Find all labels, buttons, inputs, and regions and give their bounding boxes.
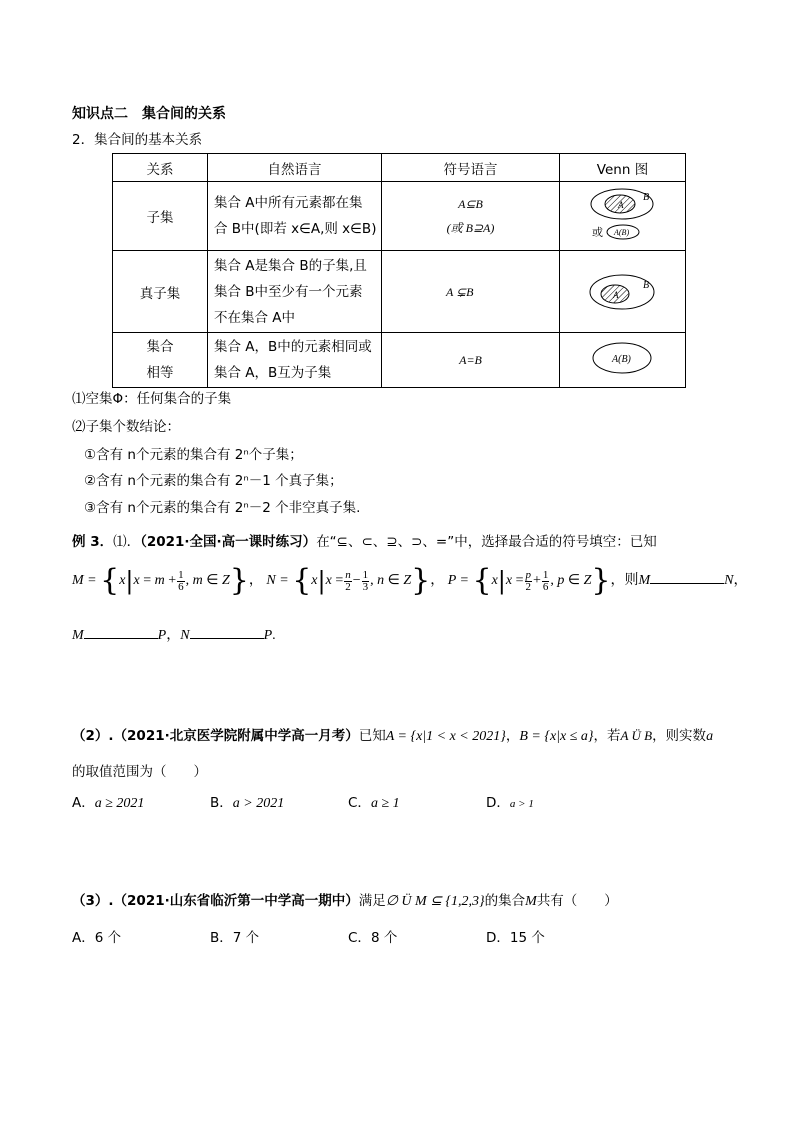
set-M-label: M =: [72, 573, 97, 589]
relation-cell: 真子集: [113, 251, 208, 333]
relation-expr: ∅ Ü M ⊆ {1,2,3}: [385, 894, 485, 909]
symbol-line: A=B: [459, 353, 482, 367]
symbol-line: A⊆B: [458, 197, 483, 211]
q2-stem: （2）.（2021·北京医学院附属中学高一月考）已知A = {x|1 < x < 2021}，B = {x|x ≤ a}，若A Ü B，则实数a: [72, 728, 714, 744]
set-definitions: M = {x|x = m + $\frac{1}{6}$ , m ∈ Z}， N = {x|x = $\frac{n}{2}$ − $\frac{1}{3}$ , n ∈ Z}， P = {x|x = $\frac{p}{2}$ + $\frac{1}{6}$ , p ∈ Z}，则M N，: [72, 563, 748, 598]
natural-line: 集合 A是集合 B的子集,且: [214, 257, 367, 274]
question-source: （2021·山东省临沂第一中学高一期中）: [113, 893, 359, 909]
symbol-line: (或 B⊇A): [446, 221, 495, 235]
table-row: [113, 251, 686, 333]
header-natural: 自然语言: [208, 154, 382, 182]
question-source: （2021·北京医学院附属中学高一月考）: [113, 728, 359, 744]
symbol-cell: [382, 182, 560, 251]
set-P-label: P =: [447, 573, 469, 589]
symbol-cell: [382, 333, 560, 388]
question-source: （2021·全国·高一课时练习）: [140, 534, 317, 550]
natural-line: 集合 A中所有元素都在集: [214, 195, 363, 211]
table-row: [113, 182, 686, 251]
natural-line: 集合 A，B互为子集: [214, 365, 332, 381]
note-item: ②含有 n个元素的集合有 2ⁿ－1 个真子集；: [84, 473, 343, 489]
note-item: ①含有 n个元素的集合有 2ⁿ个子集；: [84, 447, 303, 463]
natural-cell: [208, 251, 382, 333]
header-venn: Venn 图: [560, 154, 686, 182]
natural-cell: [208, 182, 382, 251]
example3-heading: [72, 530, 657, 550]
section-subtitle: 2．集合间的基本关系: [72, 132, 203, 148]
natural-line: 合 B中(即若 x∈A,则 x∈B): [214, 221, 377, 237]
option-a[interactable]: A．a ≥ 2021: [72, 795, 145, 811]
option-b[interactable]: B．7 个: [210, 930, 260, 946]
part-number: ⑴．: [113, 534, 141, 550]
relation-expr: A Ü B: [620, 728, 653, 743]
relation-line: 相等: [146, 365, 174, 381]
option-c[interactable]: C．a ≥ 1: [348, 795, 400, 811]
venn-or-label: 或: [592, 226, 603, 239]
relations-table: [112, 153, 686, 388]
venn-inner-label: A: [613, 289, 619, 300]
natural-line: 集合 A，B中的元素相同或: [214, 339, 372, 355]
set-N-label: N =: [266, 573, 289, 589]
natural-line: 集合 B中至少有一个元素: [214, 283, 363, 300]
venn-subset-diagram: [560, 182, 685, 246]
venn-outer-label: B: [643, 192, 650, 203]
option-d[interactable]: D．a > 1: [486, 795, 534, 811]
set-B: B = {x|x ≤ a}: [519, 729, 594, 744]
answer-blank[interactable]: [190, 638, 264, 639]
natural-line: 不在集合 A中: [214, 309, 296, 326]
answer-blank[interactable]: [84, 638, 158, 639]
relation-cell: [113, 333, 208, 388]
table-row: [113, 333, 686, 388]
venn-outer-label: B: [643, 279, 650, 291]
venn-inner-label: A: [618, 200, 624, 210]
set-A: A = {x|1 < x < 2021}: [385, 729, 506, 744]
header-symbol: 符号语言: [382, 154, 560, 182]
right-brace-icon: }: [411, 563, 431, 598]
right-brace-icon: }: [591, 563, 611, 598]
option-a[interactable]: A．6 个: [72, 930, 122, 946]
section-title: 知识点二 集合间的关系: [72, 106, 226, 122]
part-number: （3）.: [72, 893, 114, 909]
venn-proper-subset-diagram: [560, 260, 685, 320]
symbol-cell: [382, 251, 560, 333]
table-header-row: [113, 154, 686, 182]
option-b[interactable]: B．a > 2021: [210, 795, 285, 811]
q2-stem-line2: 的取值范围为（ ）: [72, 764, 207, 780]
example-label: 例 3．: [72, 534, 114, 550]
relation-line: 集合: [146, 339, 174, 355]
note-item: ③含有 n个元素的集合有 2ⁿ－2 个非空真子集.: [84, 500, 361, 516]
option-d[interactable]: D．15 个: [486, 930, 545, 946]
answer-line: M P，N P.: [72, 628, 276, 643]
note-subset-count: ⑵子集个数结论：: [72, 419, 180, 435]
venn-equal-label: A(B): [612, 354, 631, 365]
option-c[interactable]: C．8 个: [348, 930, 398, 946]
natural-cell: [208, 333, 382, 388]
relation-cell: 子集: [113, 182, 208, 251]
header-relation: 关系: [113, 154, 208, 182]
left-brace-icon: {: [100, 563, 120, 598]
right-brace-icon: }: [229, 563, 249, 598]
answer-blank[interactable]: [650, 583, 724, 584]
symbol-line: A ⊊B: [446, 284, 474, 299]
venn-cell: [560, 251, 686, 333]
venn-equal-diagram: [560, 333, 685, 383]
left-brace-icon: {: [472, 563, 492, 598]
question-text: 在“⊆、⊂、⊇、⊃、=”中，选择最合适的符号填空：已知: [316, 534, 657, 550]
venn-alt-label: A(B): [614, 228, 630, 237]
venn-cell: [560, 333, 686, 388]
left-brace-icon: {: [292, 563, 312, 598]
venn-cell: [560, 182, 686, 251]
q3-stem: （3）.（2021·山东省临沂第一中学高一期中）满足∅ Ü M ⊆ {1,2,3}的集合M共有（ ）: [72, 893, 618, 909]
note-empty-set: ⑴空集Φ：任何集合的子集: [72, 391, 232, 407]
part-number: （2）.: [72, 728, 114, 744]
